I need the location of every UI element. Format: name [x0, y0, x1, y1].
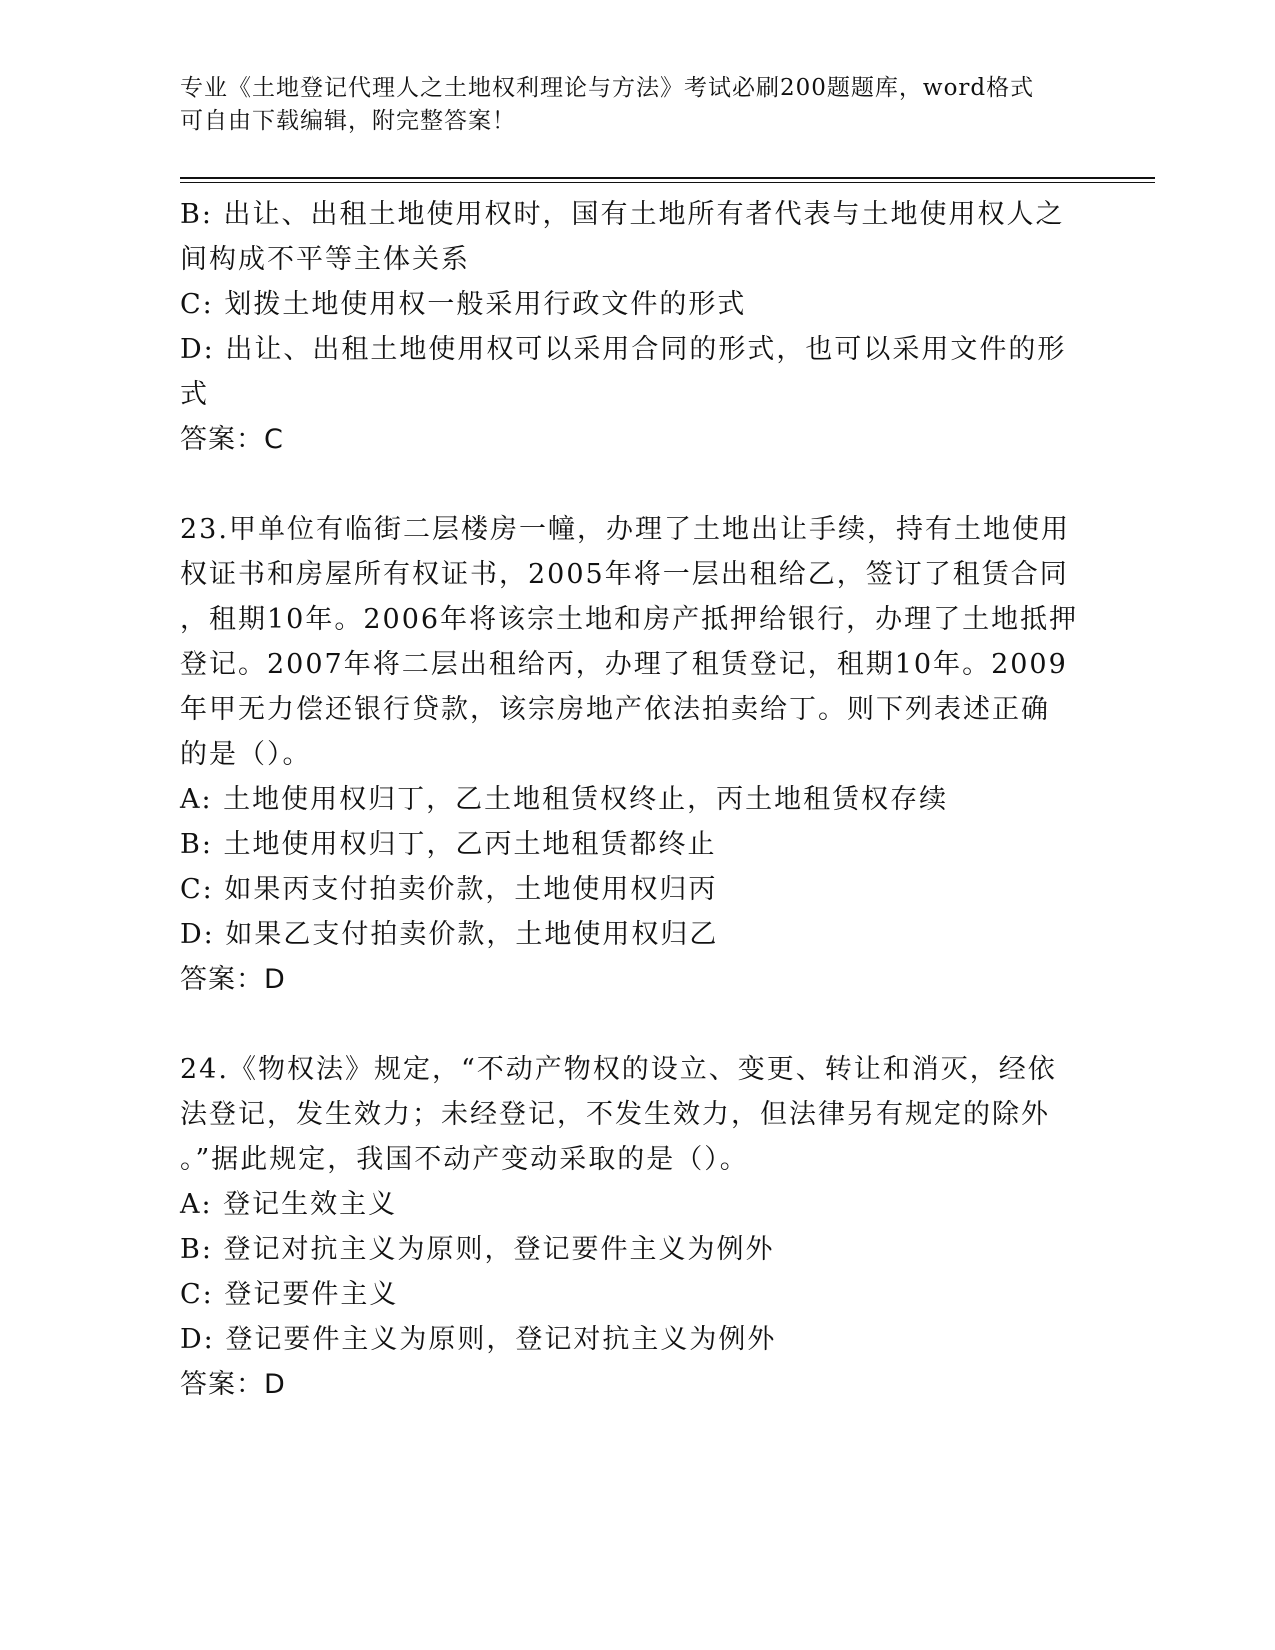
question-24-stem-line: 24.《物权法》规定，“不动产物权的设立、变更、转让和消灭，经依: [180, 1054, 1057, 1085]
question-24-option-b: B: 登记对抗主义为原则，登记要件主义为例外: [180, 1234, 775, 1265]
question-24-stem-line: 法登记，发生效力；未经登记，不发生效力，但法律另有规定的除外: [180, 1099, 1050, 1130]
header-rule-thick: [180, 177, 1155, 179]
question-24: [180, 1047, 1075, 1407]
question-24-option-a: A: 登记生效主义: [180, 1189, 398, 1220]
question-23-option-c: C: 如果丙支付拍卖价款，土地使用权归丙: [180, 874, 718, 905]
question-23-option-b: B: 土地使用权归丁，乙丙土地租赁都终止: [180, 829, 717, 860]
question-24-option-c: C: 登记要件主义: [180, 1279, 399, 1310]
spacer: [180, 1002, 1075, 1047]
question-24-option-d: D: 登记要件主义为原则，登记对抗主义为例外: [180, 1324, 777, 1355]
option-d-line-2: 式: [180, 379, 209, 410]
answer-22: 答案：C: [180, 424, 284, 455]
option-b-line-1: B: 出让、出租土地使用权时，国有土地所有者代表与土地使用权人之: [180, 199, 1065, 230]
document-header: [180, 72, 1040, 138]
spacer: [180, 462, 1075, 507]
answer-24: 答案：D: [180, 1369, 286, 1400]
answer-23: 答案：D: [180, 964, 286, 995]
question-23: [180, 507, 1079, 1002]
question-22-continued: [180, 192, 1075, 462]
header-line-2: 可自由下载编辑，附完整答案！: [180, 108, 516, 134]
question-23-stem-line: 23.甲单位有临街二层楼房一幢，办理了土地出让手续，持有土地使用: [180, 514, 1070, 545]
question-23-option-a: A: 土地使用权归丁，乙土地租赁权终止，丙土地租赁权存续: [180, 784, 949, 815]
option-b-line-2: 间构成不平等主体关系: [180, 244, 470, 275]
question-23-stem-line: 登记。2007年将二层出租给丙，办理了租赁登记，租期10年。2009: [180, 649, 1068, 680]
header-line-1: 专业《土地登记代理人之土地权利理论与方法》考试必刷200题题库，word格式: [180, 75, 1035, 101]
question-23-stem-line: 的是（）。: [180, 739, 312, 770]
question-23-stem-line: 权证书和房屋所有权证书，2005年将一层出租给乙，签订了租赁合同: [180, 559, 1069, 590]
question-24-stem-line: 。”据此规定，我国不动产变动采取的是（）。: [180, 1144, 749, 1175]
question-23-stem-line: 年甲无力偿还银行贷款，该宗房地产依法拍卖给丁。则下列表述正确: [180, 694, 1050, 725]
header-rule-thin: [180, 182, 1155, 183]
document-body: [180, 192, 1079, 1407]
question-23-stem-line: ，租期10年。2006年将该宗土地和房产抵押给银行，办理了土地抵押: [180, 604, 1079, 635]
option-c: C: 划拨土地使用权一般采用行政文件的形式: [180, 289, 747, 320]
question-23-option-d: D: 如果乙支付拍卖价款，土地使用权归乙: [180, 919, 719, 950]
option-d-line-1: D: 出让、出租土地使用权可以采用合同的形式，也可以采用文件的形: [180, 334, 1067, 365]
